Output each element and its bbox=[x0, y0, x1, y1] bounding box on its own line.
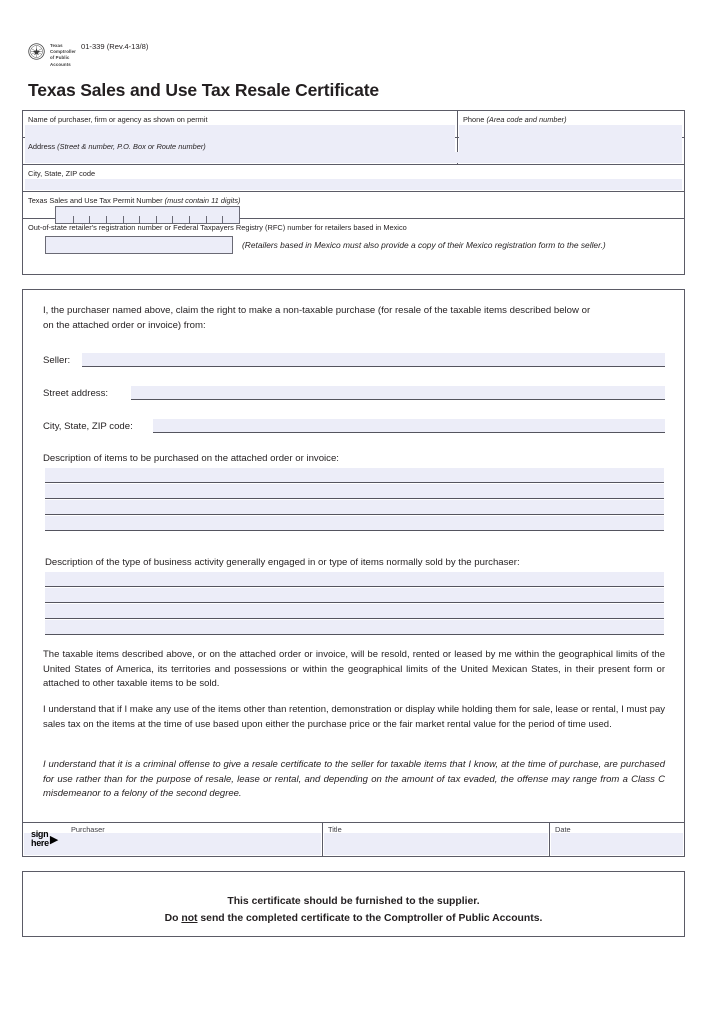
notice-line-2-after: send the completed certificate to the Comptroller of Public Accounts. bbox=[197, 913, 543, 924]
city-state-zip-field bbox=[43, 413, 665, 433]
title-cell[interactable] bbox=[323, 823, 549, 856]
street-address-input[interactable] bbox=[131, 386, 665, 400]
phone-label-text: Phone bbox=[463, 115, 487, 124]
business-description-line[interactable] bbox=[45, 572, 664, 587]
title-label: Title bbox=[328, 825, 342, 834]
permit-number-label bbox=[28, 196, 241, 205]
notice-line-2-before: Do bbox=[164, 913, 182, 924]
criminal-offense-paragraph: I understand that it is a criminal offense to give a resale certificate to the seller for taxable items that I know, at the time of purchase, are purchased for use rather than for the purpose of resale, lease or rental, and depending on the amount of tax evaded, the offense may range from a Class C misdemeanor to a felony of the second degree. bbox=[43, 759, 665, 800]
items-description-input[interactable] bbox=[45, 468, 664, 530]
items-description-line[interactable] bbox=[45, 468, 664, 483]
business-description-line[interactable] bbox=[45, 604, 664, 619]
signature-strip bbox=[23, 822, 684, 856]
agency-line-3: of Public bbox=[50, 55, 70, 61]
permit-digit-cell[interactable] bbox=[73, 207, 90, 223]
permit-digit-cell[interactable] bbox=[139, 207, 156, 223]
sign-here-marker bbox=[31, 830, 58, 849]
date-input[interactable] bbox=[551, 833, 683, 855]
permit-digit-cell[interactable] bbox=[106, 207, 123, 223]
permit-digit-cell[interactable] bbox=[156, 207, 173, 223]
certificate-body-section bbox=[22, 289, 685, 857]
items-description-line[interactable] bbox=[45, 500, 664, 515]
city-state-zip-label: City, State, ZIP code: bbox=[43, 421, 133, 432]
resale-terms-paragraph: The taxable items described above, or on the attached order or invoice, will be resold, rented or leased by me within the geographical limits of the United States of America, its territories and possessions or within the geographical limits of the United Mexican States, in their present form or attached to other taxable items to be sold. bbox=[43, 649, 665, 690]
agency-header bbox=[28, 42, 328, 68]
form-number-block bbox=[81, 42, 148, 51]
purchaser-signature-input[interactable] bbox=[24, 833, 321, 855]
notice-line-2 bbox=[23, 910, 684, 927]
rfc-number-input[interactable] bbox=[45, 236, 233, 254]
address-input[interactable] bbox=[25, 152, 682, 163]
mexico-registration-note: (Retailers based in Mexico must also provide a copy of their Mexico registration form to the seller.) bbox=[242, 240, 606, 250]
items-description-line[interactable] bbox=[45, 484, 664, 499]
permit-digit-cell[interactable] bbox=[222, 207, 239, 223]
footer-notice-section bbox=[22, 871, 685, 937]
permit-digit-cell[interactable] bbox=[206, 207, 223, 223]
street-address-field bbox=[43, 380, 665, 400]
title-input[interactable] bbox=[324, 833, 548, 855]
sign-here-line-2: here bbox=[31, 838, 49, 849]
agency-line-2: Comptroller bbox=[50, 49, 76, 55]
seller-label: Seller: bbox=[43, 355, 71, 366]
certificate-intro-paragraph: I, the purchaser named above, claim the right to make a non-taxable purchase (for resale of the taxable items described below or on the attached order or invoice) from: bbox=[43, 305, 591, 331]
footer-notice-text bbox=[23, 893, 684, 927]
form-revision: (Rev.4-13/8) bbox=[106, 42, 149, 51]
address-label-hint: (Street & number, P.O. Box or Route number) bbox=[57, 142, 206, 151]
business-description-line[interactable] bbox=[45, 620, 664, 635]
seller-field bbox=[43, 347, 665, 367]
date-cell[interactable] bbox=[550, 823, 684, 856]
page-title: Texas Sales and Use Tax Resale Certificate bbox=[28, 80, 380, 100]
date-label: Date bbox=[555, 825, 571, 834]
permit-digit-cell[interactable] bbox=[89, 207, 106, 223]
permit-number-digit-input[interactable] bbox=[55, 206, 240, 224]
permit-digit-cell[interactable] bbox=[56, 207, 73, 223]
agency-line-1: Texas bbox=[50, 43, 63, 48]
items-description-line[interactable] bbox=[45, 516, 664, 531]
rfc-number-label: Out-of-state retailer's registration number or Federal Taxpayers Registry (RFC) number for retailers based in Mexico bbox=[28, 223, 407, 232]
permit-digit-cell[interactable] bbox=[172, 207, 189, 223]
name-of-purchaser-label: Name of purchaser, firm or agency as shown on permit bbox=[28, 115, 208, 124]
permit-digit-cell[interactable] bbox=[123, 207, 140, 223]
permit-digit-cell[interactable] bbox=[189, 207, 206, 223]
city-state-zip-input[interactable] bbox=[25, 179, 682, 190]
business-description-line[interactable] bbox=[45, 588, 664, 603]
agency-line-4: Accounts bbox=[50, 61, 71, 67]
identity-divider-3 bbox=[23, 191, 684, 192]
seller-input[interactable] bbox=[82, 353, 665, 367]
purchaser-identity-section bbox=[22, 110, 685, 275]
notice-line-2-emphasis: not bbox=[181, 913, 198, 924]
purchaser-signature-label: Purchaser bbox=[71, 825, 105, 834]
permit-number-label-hint: (must contain 11 digits) bbox=[164, 196, 241, 205]
sign-here-text bbox=[31, 830, 49, 849]
address-label bbox=[28, 142, 206, 151]
items-description-label: Description of items to be purchased on the attached order or invoice: bbox=[43, 453, 339, 464]
texas-comptroller-seal-icon bbox=[28, 43, 45, 60]
phone-label-hint: (Area code and number) bbox=[486, 115, 567, 124]
use-tax-paragraph: I understand that if I make any use of the items other than retention, demonstration or display while holding them for sale, lease or rental, I must pay sales tax on the items at the time of use based upon either the purchase price or the fair market rental value for the period of time used. bbox=[43, 704, 665, 730]
city-state-zip-input[interactable] bbox=[153, 419, 665, 433]
agency-name bbox=[50, 42, 76, 68]
sign-here-arrow-icon: ▶ bbox=[49, 833, 59, 846]
street-address-label: Street address: bbox=[43, 388, 109, 399]
identity-divider-2 bbox=[23, 164, 684, 165]
sign-here-line-1: sign bbox=[31, 829, 49, 839]
phone-label bbox=[463, 115, 567, 124]
business-description-input[interactable] bbox=[45, 572, 664, 634]
city-state-zip-label: City, State, ZIP code bbox=[28, 169, 96, 178]
notice-line-1: This certificate should be furnished to the supplier. bbox=[227, 896, 480, 907]
permit-number-label-text: Texas Sales and Use Tax Permit Number bbox=[28, 196, 165, 205]
purchaser-signature-cell[interactable] bbox=[23, 823, 322, 856]
address-label-text: Address bbox=[28, 142, 58, 151]
form-number: 01-339 bbox=[80, 42, 105, 51]
business-description-label: Description of the type of business activity generally engaged in or type of items normally sold by the purchaser: bbox=[45, 557, 520, 568]
